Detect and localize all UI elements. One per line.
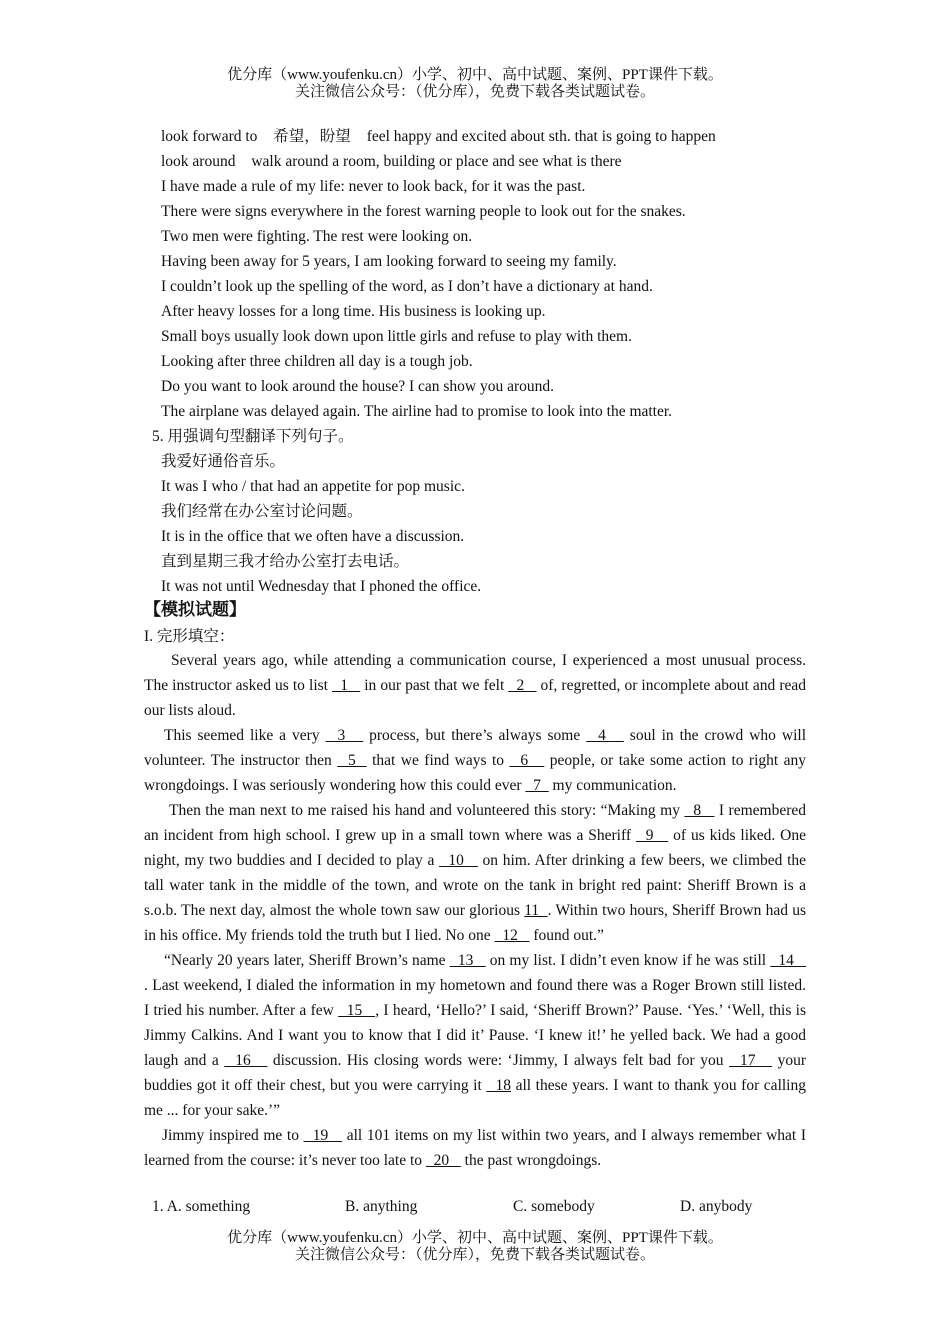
example-sentence: I have made a rule of my life: never to look back, for it was the past. (161, 178, 586, 195)
phrase-look-forward-to (161, 127, 716, 147)
question-1-option-b: B. anything (345, 1198, 418, 1215)
example-sentence: After heavy losses for a long time. His business is looking up. (161, 303, 546, 320)
translation-en: It was not until Wednesday that I phoned the office. (161, 578, 482, 595)
cloze-part-title: I. 完形填空： (144, 628, 235, 645)
blank-13: 13 (449, 952, 486, 969)
phrase-term: look around (161, 153, 236, 170)
blank-10: 10 (439, 852, 478, 869)
blank-6: 6 (509, 752, 545, 769)
example-sentence: Two men were fighting. The rest were looking on. (161, 228, 473, 245)
cloze-passage (144, 648, 806, 1173)
example-sentence: Looking after three children all day is a tough job. (161, 353, 473, 370)
translation-en: It is in the office that we often have a discussion. (161, 528, 465, 545)
page-header (0, 67, 950, 101)
page-footer (0, 1230, 950, 1264)
blank-16: 16 (224, 1052, 268, 1069)
section-5-title: 5. 用强调句型翻译下列句子。 (152, 428, 354, 445)
blank-18: 18 (486, 1077, 511, 1094)
passage-paragraph-4: “Nearly 20 years later, Sheriff Brown’s name 13 on my list. I didn’t even know if he was still 14 . Last weekend, I dialed the information in my hometown and found there was a Roger Brown still listed. I tried his number. After a few 15 , I heard, ‘Hello?’ I said, ‘Sheriff Brown?’ Pause. ‘Yes.’ ‘Well, this is Jimmy Calkins. And I want you to know that I did it’ Pause. ‘I knew it!’ he yelled back. We had a good laugh and a 16 discussion. His closing words were: ‘Jimmy, I always felt bad for you 17 your buddies got it off their chest, but you were carrying it 18 all these years. I want to thank you for calling me ... for your sake.’” (144, 952, 807, 1119)
passage-paragraph-5: Jimmy inspired me to 19 all 101 items on my list within two years, and I always remember what I learned from the course: it’s never too late to 20 the past wrongdoings. (144, 1127, 806, 1169)
example-sentence: Having been away for 5 years, I am looking forward to seeing my family. (161, 253, 617, 270)
translation-cn: 我们经常在办公室讨论问题。 (161, 503, 363, 520)
passage-paragraph-3: Then the man next to me raised his hand and volunteered this story: “Making my 8 I remembered an incident from high school. I grew up in a small town where was a Sheriff 9 of us kids liked. One night, my two buddies and I decided to play a 10 on him. After drinking a few beers, we climbed the tall water tank in the middle of the town, and wrote on the tank in bright red paint: Sheriff Brown is a s.o.b. The next day, almost the whole town saw our glorious 11 . Within two hours, Sheriff Brown had us in his office. My friends told the truth but I lied. No one 12 found out.” (144, 802, 806, 944)
header-line-1: 优分库（www.youfenku.cn）小学、初中、高中试题、案例、PPT课件下载。 (227, 67, 723, 83)
translation-en: It was I who / that had an appetite for pop music. (161, 478, 465, 495)
blank-1: 1 (332, 677, 361, 694)
blank-5: 5 (337, 752, 367, 769)
blank-19: 19 (303, 1127, 343, 1144)
blank-14: 14 (770, 952, 807, 969)
header-line-2: 关注微信公众号：（优分库），免费下载各类试题试卷。 (294, 84, 655, 100)
blank-15: 15 (338, 1002, 376, 1019)
blank-3: 3 (325, 727, 364, 744)
blank-7: 7 (525, 777, 549, 794)
phrase-cn: 希望，盼望 (273, 128, 351, 145)
example-sentence: I couldn’t look up the spelling of the word, as I don’t have a dictionary at hand. (161, 278, 653, 295)
phrase-en: walk around a room, building or place and see what is there (251, 153, 622, 170)
footer-line-1: 优分库（www.youfenku.cn）小学、初中、高中试题、案例、PPT课件下载。 (227, 1230, 723, 1246)
footer-line-2: 关注微信公众号：（优分库），免费下载各类试题试卷。 (294, 1247, 655, 1263)
blank-20: 20 (425, 1152, 461, 1169)
blank-12: 12 (494, 927, 530, 944)
blank-9: 9 (635, 827, 669, 844)
blank-4: 4 (586, 727, 624, 744)
phrase-en: feel happy and excited about sth. that is going to happen (366, 128, 716, 145)
blank-11: 11 (524, 902, 548, 919)
mock-exam-heading: 【模拟试题】 (144, 600, 246, 619)
example-sentence: There were signs everywhere in the forest warning people to look out for the snakes. (161, 203, 686, 220)
example-sentence: Small boys usually look down upon little girls and refuse to play with them. (161, 328, 632, 345)
question-1-option-c: C. somebody (513, 1198, 595, 1215)
passage-paragraph-2: This seemed like a very 3 process, but there’s always some 4 soul in the crowd who will volunteer. The instructor then 5 that we find ways to 6 people, or take some action to right any wrongdoings. I was seriously wondering how this could ever 7 my communication. (144, 727, 807, 794)
phrase-look-around (161, 152, 622, 172)
passage-paragraph-1: Several years ago, while attending a communication course, I experienced a most unusual process. The instructor asked us to list 1 in our past that we felt 2 of, regretted, or incomplete about and read our lists aloud. (144, 652, 807, 719)
question-1-option-d: D. anybody (680, 1198, 753, 1215)
translation-cn: 我爱好通俗音乐。 (161, 453, 286, 470)
phrase-term: look forward to (161, 128, 258, 145)
example-sentence: The airplane was delayed again. The airline had to promise to look into the matter. (161, 403, 673, 420)
blank-8: 8 (684, 802, 715, 819)
blank-2: 2 (508, 677, 537, 694)
question-1-option-a: 1. A. something (152, 1198, 251, 1215)
example-sentence: Do you want to look around the house? I can show you around. (161, 378, 555, 395)
blank-17: 17 (728, 1052, 773, 1069)
translation-cn: 直到星期三我才给办公室打去电话。 (161, 553, 410, 570)
